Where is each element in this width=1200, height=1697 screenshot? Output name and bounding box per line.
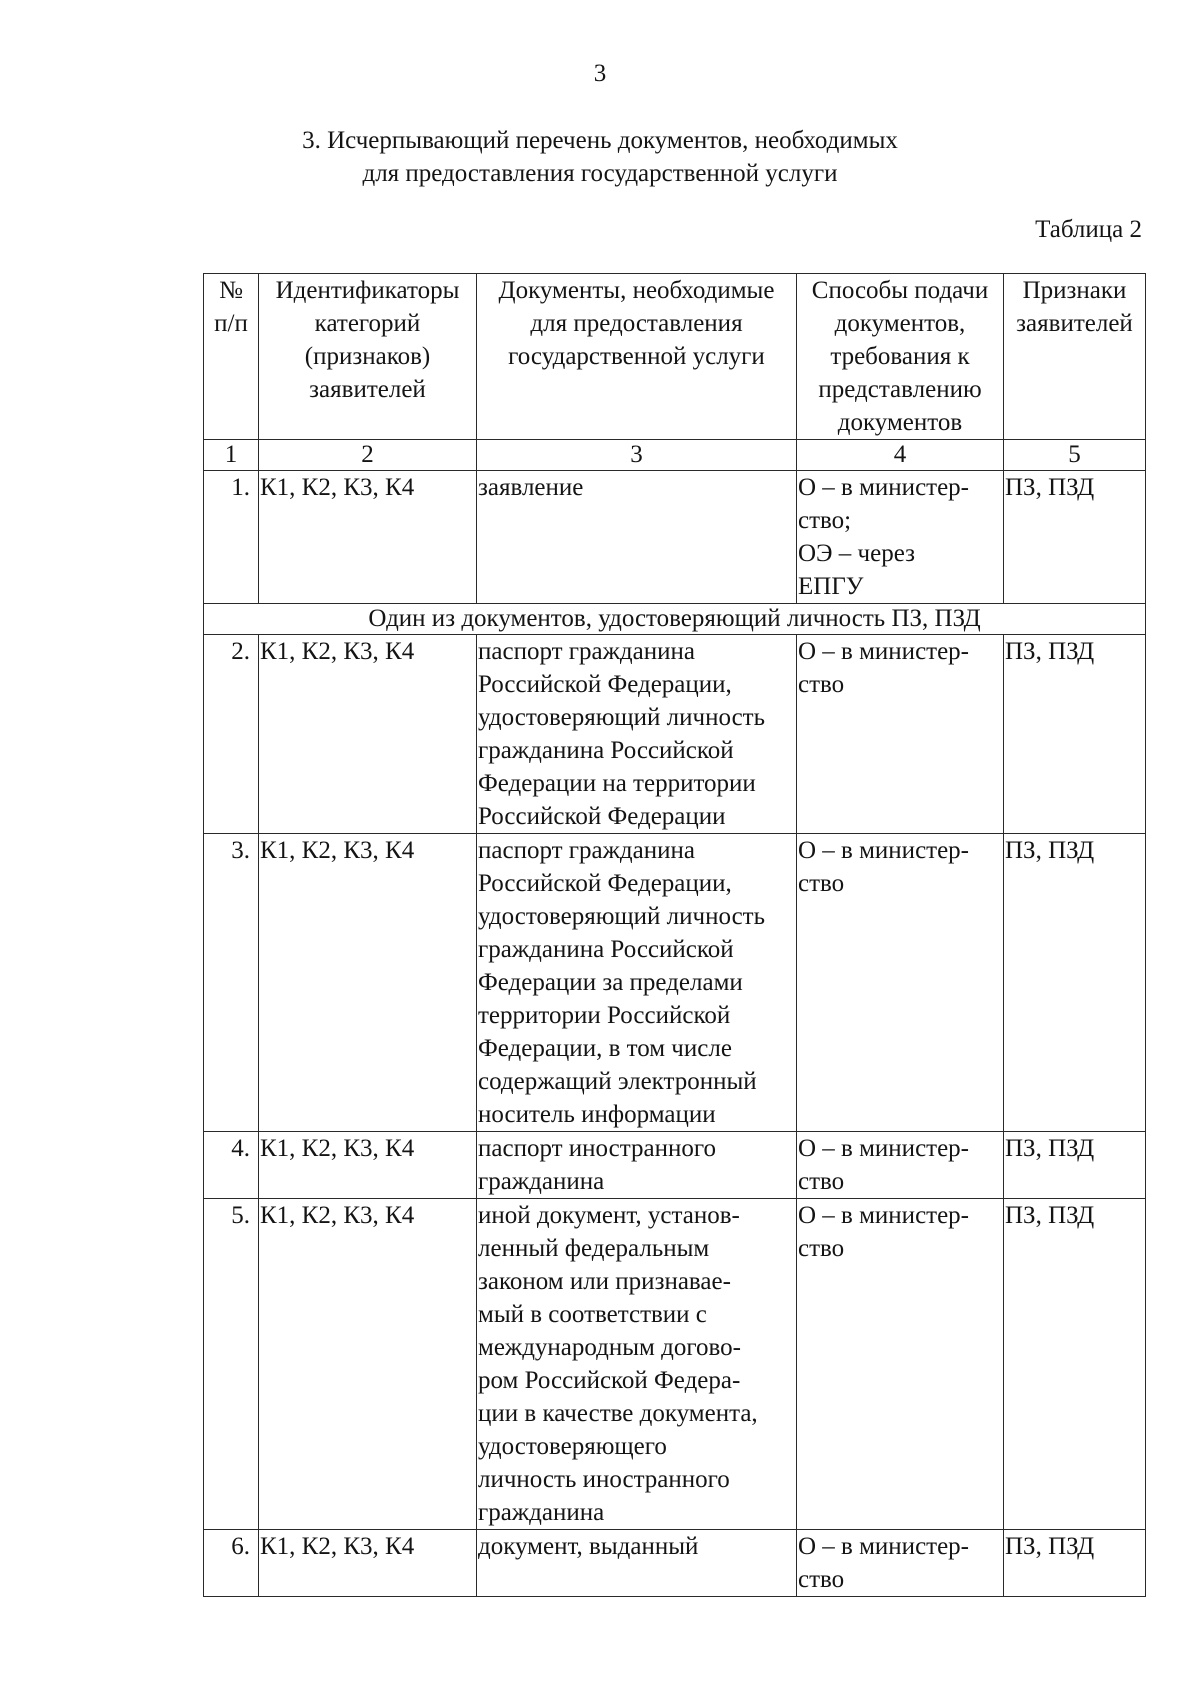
column-number: 2: [259, 440, 477, 471]
row-document: заявление: [477, 471, 797, 604]
row-method: О – в министер- ство: [797, 635, 1004, 834]
page-number: 3: [593, 60, 607, 87]
column-number: 3: [477, 440, 797, 471]
row-document: паспорт иностранного гражданина: [477, 1132, 797, 1199]
table-row: [204, 1199, 1146, 1530]
header-cell-documents: Документы, необходимые для предоставления государственной услуги: [477, 274, 797, 440]
table-row: [204, 1132, 1146, 1199]
row-document: паспорт гражданина Российской Федерации, удостоверяющий личность гражданина Российской Федерации на территории Российской Федерации: [477, 635, 797, 834]
table-row: [204, 471, 1146, 604]
row-identifiers: К1, К2, К3, К4: [259, 834, 477, 1132]
row-document: документ, выданный: [477, 1530, 797, 1597]
column-number: 4: [797, 440, 1004, 471]
table-row: [204, 1530, 1146, 1597]
row-signs: ПЗ, ПЗД: [1004, 635, 1146, 834]
section-title: Один из документов, удостоверяющий личность ПЗ, ПЗД: [204, 604, 1146, 635]
row-document: паспорт гражданина Российской Федерации, удостоверяющий личность гражданина Российской Федерации за пределами территории Российской Федерации, в том числе содержащий электронный носитель информации: [477, 834, 797, 1132]
row-identifiers: К1, К2, К3, К4: [259, 635, 477, 834]
column-number: 1: [204, 440, 259, 471]
row-method: О – в министер- ство: [797, 1132, 1004, 1199]
row-signs: ПЗ, ПЗД: [1004, 1199, 1146, 1530]
heading-line-1: 3. Исчерпывающий перечень документов, необходимых: [302, 127, 898, 154]
row-method: О – в министер- ство: [797, 834, 1004, 1132]
section-row: [204, 604, 1146, 635]
header-cell-number: № п/п: [204, 274, 259, 440]
header-cell-identifiers: Идентификаторы категорий (признаков) заявителей: [259, 274, 477, 440]
row-signs: ПЗ, ПЗД: [1004, 834, 1146, 1132]
section-heading: [0, 124, 1200, 190]
table-label: Таблица 2: [1035, 216, 1142, 243]
row-number: 5.: [204, 1199, 259, 1530]
table-header-row: [204, 274, 1146, 440]
row-document: иной документ, установ- ленный федеральным законом или признавае- мый в соответствии с международным догово- ром Российской Федера- ции в качестве документа, удостоверяющего личность иностранного гражданина: [477, 1199, 797, 1530]
row-number: 1.: [204, 471, 259, 604]
row-identifiers: К1, К2, К3, К4: [259, 1132, 477, 1199]
row-identifiers: К1, К2, К3, К4: [259, 1530, 477, 1597]
row-number: 4.: [204, 1132, 259, 1199]
documents-table: [203, 273, 1146, 1597]
row-signs: ПЗ, ПЗД: [1004, 1132, 1146, 1199]
header-cell-methods: Способы подачи документов, требования к представлению документов: [797, 274, 1004, 440]
table-row: [204, 635, 1146, 834]
row-signs: ПЗ, ПЗД: [1004, 1530, 1146, 1597]
row-number: 2.: [204, 635, 259, 834]
row-number: 3.: [204, 834, 259, 1132]
row-method: О – в министер- ство; ОЭ – через ЕПГУ: [797, 471, 1004, 604]
heading-line-2: для предоставления государственной услуги: [362, 160, 838, 187]
row-method: О – в министер- ство: [797, 1199, 1004, 1530]
row-signs: ПЗ, ПЗД: [1004, 471, 1146, 604]
column-number-row: [204, 440, 1146, 471]
header-cell-signs: Признаки заявителей: [1004, 274, 1146, 440]
row-identifiers: К1, К2, К3, К4: [259, 471, 477, 604]
row-method: О – в министер- ство: [797, 1530, 1004, 1597]
column-number: 5: [1004, 440, 1146, 471]
table-row: [204, 834, 1146, 1132]
row-identifiers: К1, К2, К3, К4: [259, 1199, 477, 1530]
row-number: 6.: [204, 1530, 259, 1597]
